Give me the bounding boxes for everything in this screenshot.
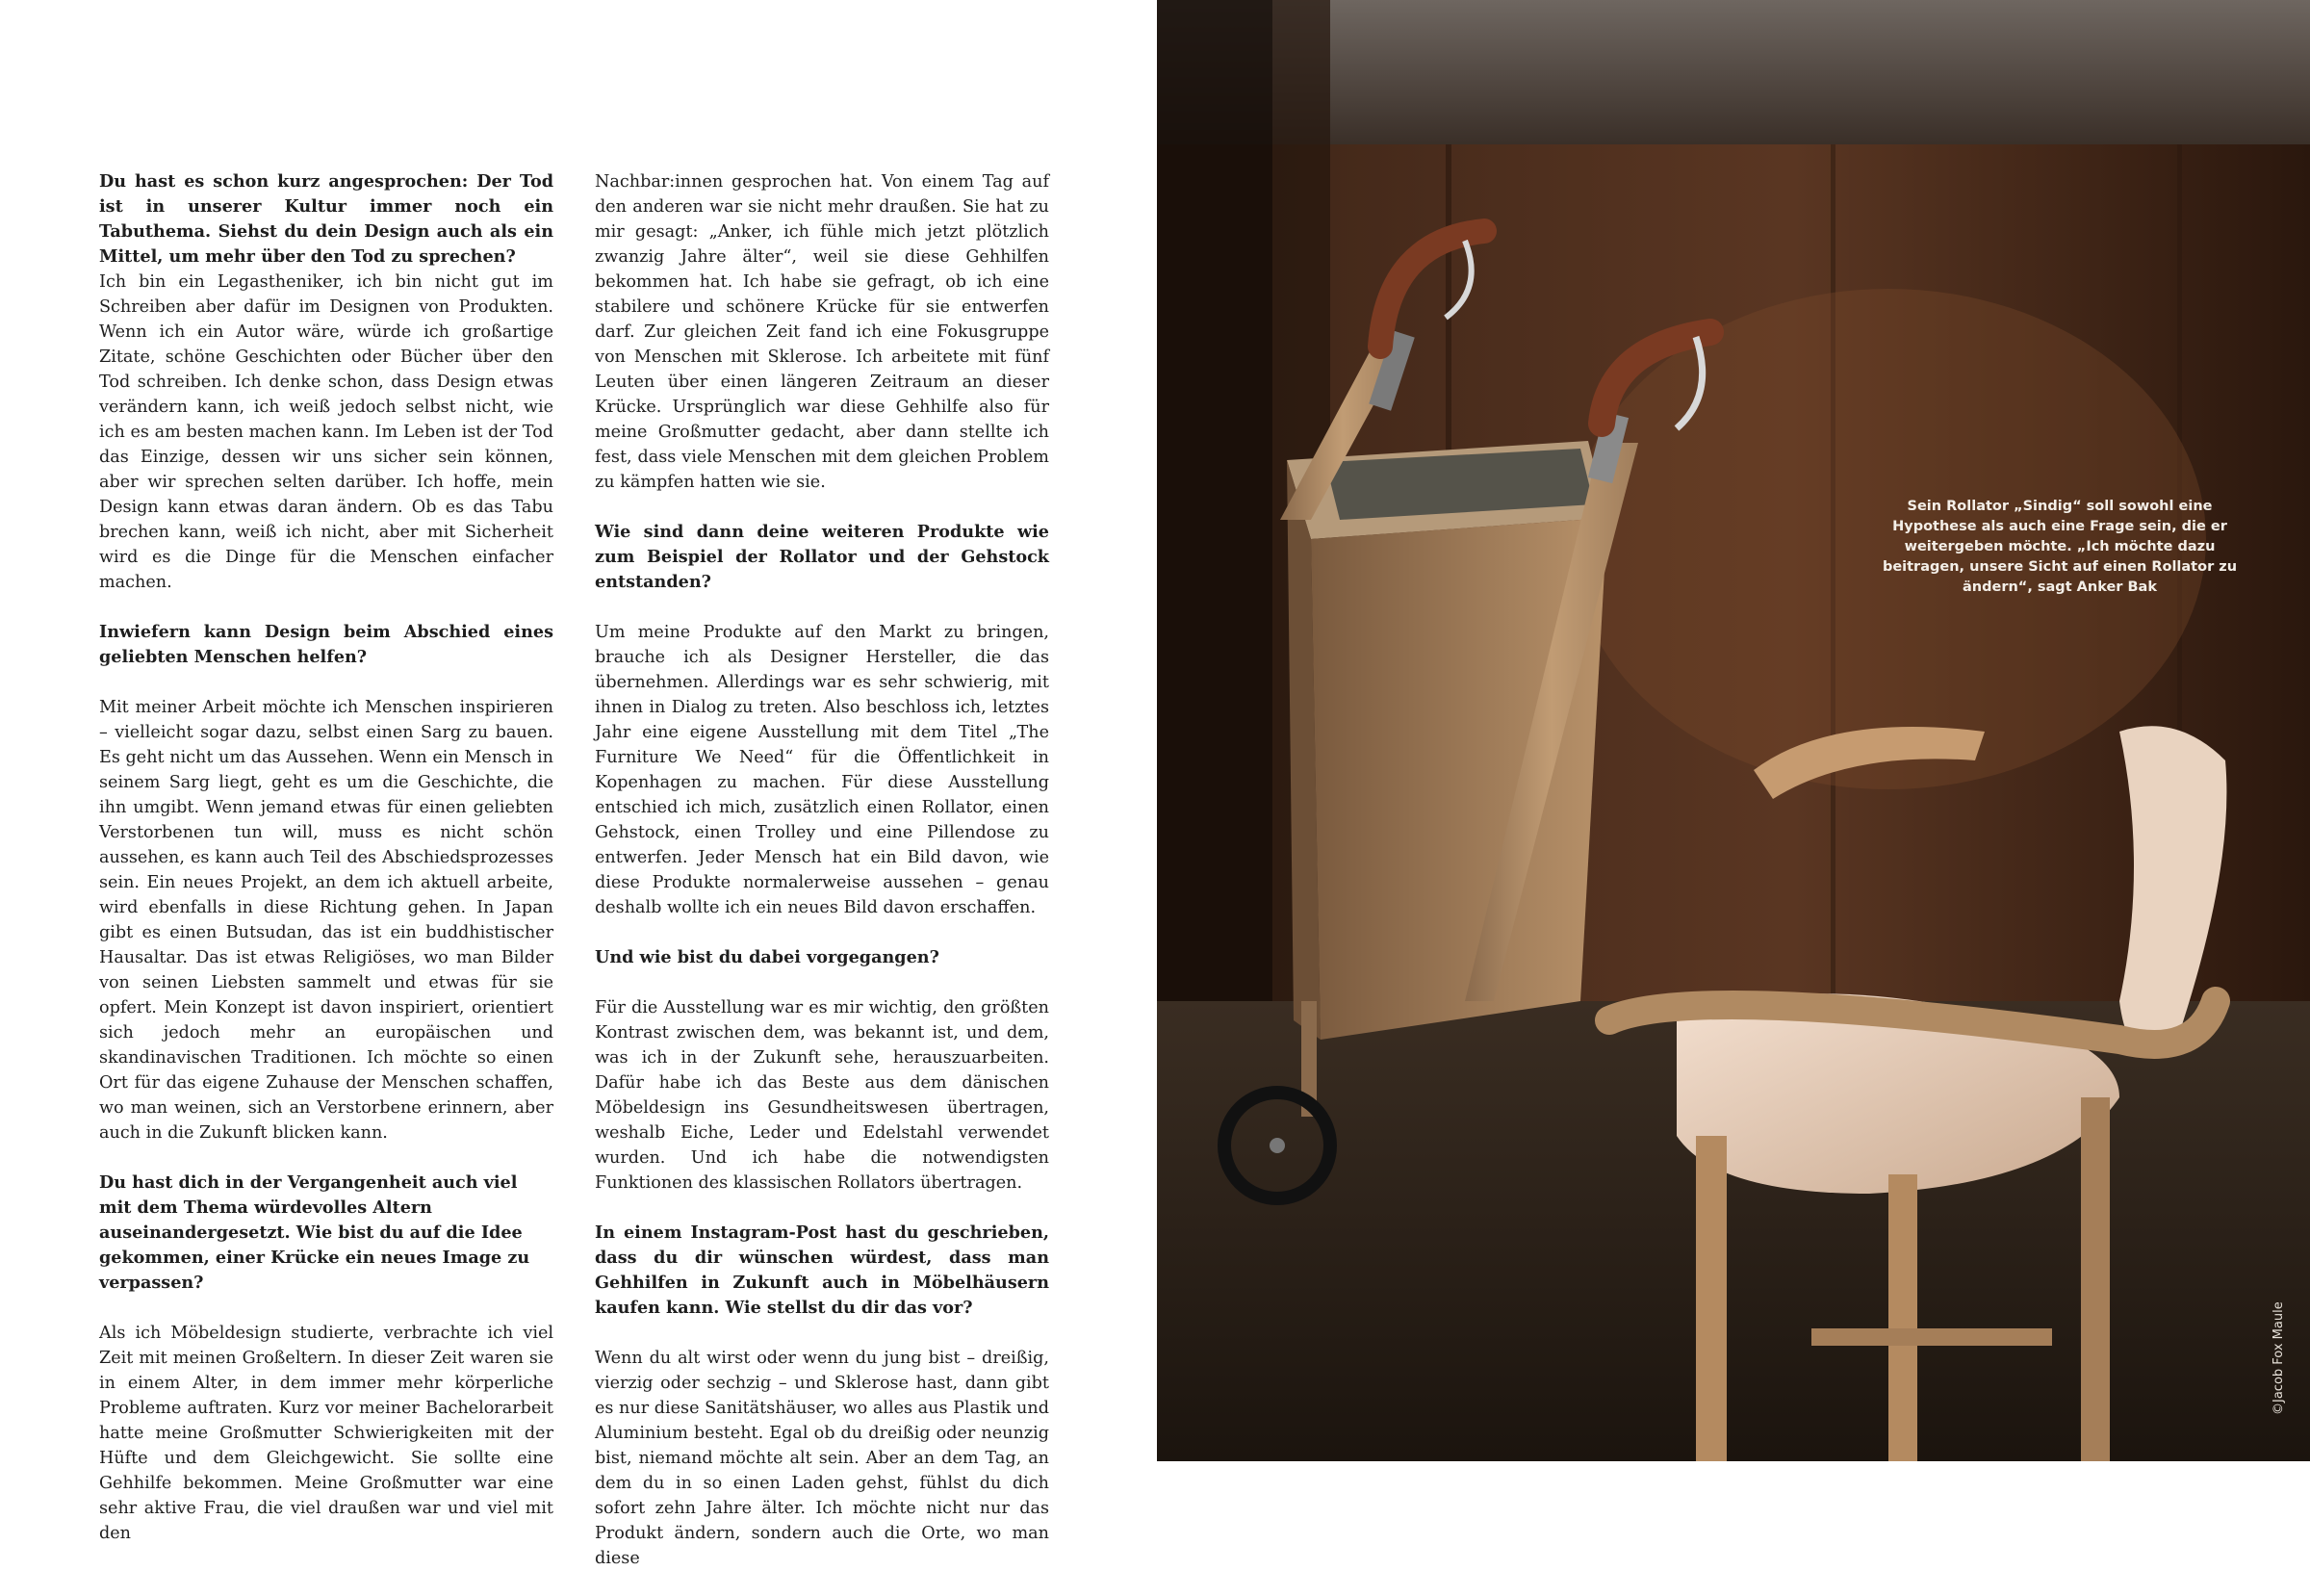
answer: Nachbar:innen gesprochen hat. Von einem Tag auf den anderen war sie nicht mehr draußen. Sie hat zu mir gesagt: „Anker, ich fühle mich jetzt plötzlich zwanzig Jahre älter“, weil sie diese Gehhilfen bekommen hat. Ich habe sie gefragt, ob ich eine stabilere und schönere Krücke für sie entwerfen darf. Zur gleichen Zeit fand ich eine Fokusgruppe von Menschen mit Sklerose. Ich arbeitete mit fünf Leuten über einen längeren Zeitraum an dieser Krücke. Ursprünglich war diese Gehhilfe also für meine Großmutter gedacht, aber dann stellte ich fest, dass viele Menschen mit dem gleichen Problem zu kämpfen hatten wie sie. xyxy=(595,172,1049,492)
photo-caption: Sein Rollator „Sindig“ soll sowohl eine Hypothese als auch eine Frage sein, die er weitergeben möchte. „Ich möchte dazu beitragen, unsere Sicht auf einen Rollator zu ändern“, sagt Anker Bak xyxy=(1882,499,2238,595)
question: Du hast es schon kurz angesprochen: Der Tod ist in unserer Kultur immer noch ein Tabuthema. Siehst du dein Design auch als ein Mittel, um mehr über den Tod zu sprechen? xyxy=(99,171,553,267)
photo-credit: ©Jacob Fox Maule xyxy=(2272,1301,2286,1415)
answer: Wenn du alt wirst oder wenn du jung bist – dreißig, vierzig oder sechzig – und Sklerose hast, dann gibt es nur diese Sanitätshäuser, wo alles aus Plastik und Aluminium besteht. Egal ob du dreißig oder neunzig bist, niemand möchte alt sein. Aber an dem Tag, an dem du in so einen Laden gehst, fühlst du dich sofort zehn Jahre älter. Ich möchte nicht nur das Produkt ändern, sondern auch die Orte, wo man diese xyxy=(595,1349,1049,1568)
question: Und wie bist du dabei vorgegangen? xyxy=(595,947,939,967)
left-page xyxy=(0,0,1157,1568)
question: Wie sind dann deine weiteren Produkte wie zum Beispiel der Rollator und der Gehstock entstanden? xyxy=(595,522,1049,592)
answer: Um meine Produkte auf den Markt zu bringen, brauche ich als Designer Hersteller, die das übernehmen. Allerdings war es sehr schwierig, mit ihnen in Dialog zu treten. Also beschloss ich, letztes Jahr eine eigene Ausstellung mit dem Titel „The Furniture We Need“ für die Öffentlichkeit in Kopenhagen zu machen. Für diese Ausstellung entschied ich mich, zusätzlich einen Rollator, einen Gehstock, einen Trolley und eine Pillendose zu entwerfen. Jeder Mensch hat ein Bild davon, wie diese Produkte normalerweise aussehen – genau deshalb wollte ich ein neues Bild davon erschaffen. xyxy=(595,623,1049,917)
answer: Ich bin ein Legastheniker, ich bin nicht gut im Schreiben aber dafür im Designen von Produkten. Wenn ich ein Autor wäre, würde ich großartige Zitate, schöne Geschichten oder Bücher über den Tod schreiben. Ich denke schon, dass Design etwas verändern kann, ich weiß jedoch selbst nicht, wie ich es am besten machen kann. Im Leben ist der Tod das Einzige, dessen wir uns sicher sein können, aber wir sprechen selten darüber. Ich hoffe, mein Design kann etwas daran ändern. Ob es das Tabu brechen kann, weiß ich nicht, aber mit Sicherheit wird es die Dinge für die Menschen einfacher machen. xyxy=(99,272,553,592)
answer: Mit meiner Arbeit möchte ich Menschen inspirieren – vielleicht sogar dazu, selbst einen Sarg zu bauen. Es geht nicht um das Aussehen. Wenn ein Mensch in seinem Sarg liegt, geht es um die Geschichte, die ihn umgibt. Wenn jemand etwas für einen geliebten Verstorbenen tun will, muss es nicht schön aussehen, es kann auch Teil des Abschiedsprozesses sein. Ein neues Projekt, an dem ich aktuell arbeite, wird ebenfalls in diese Richtung gehen. In Japan gibt es einen Butsudan, das ist ein buddhistischer Hausaltar. Das ist etwas Religiöses, wo man Bilder von seinen Liebsten sammelt und etwas für sie opfert. Mein Konzept ist davon inspiriert, orientiert sich jedoch mehr an europäischen und skandinavischen Traditionen. Ich möchte so einen Ort für das eigene Zuhause der Menschen schaffen, wo man weinen, sich an Verstorbene erinnern, aber auch in die Zukunft blicken kann. xyxy=(99,698,553,1143)
question: Inwiefern kann Design beim Abschied eines geliebten Menschen helfen? xyxy=(99,622,553,667)
text-column-left xyxy=(99,169,553,1571)
rollator-photo xyxy=(1157,0,2310,1461)
question: In einem Instagram-Post hast du geschrieben, dass du dir wünschen würdest, dass man Gehhilfen in Zukunft auch in Möbelhäusern kaufen kann. Wie stellst du dir das vor? xyxy=(595,1223,1049,1318)
answer: Als ich Möbeldesign studierte, verbrachte ich viel Zeit mit meinen Großeltern. In dieser Zeit waren sie in einem Alter, in dem immer mehr körperliche Probleme auftraten. Kurz vor meiner Bachelorarbeit hatte meine Großmutter Schwierigkeiten mit der Hüfte und dem Gleichgewicht. Sie sollte eine Gehhilfe bekommen. Meine Großmutter war eine sehr aktive Frau, die viel draußen war und viel mit den xyxy=(99,1324,553,1543)
answer: Für die Ausstellung war es mir wichtig, den größten Kontrast zwischen dem, was bekannt ist, und dem, was ich in der Zukunft sehe, herauszuarbeiten. Dafür habe ich das Beste aus dem dänischen Möbeldesign ins Gesundheitswesen übertragen, weshalb Eiche, Leder und Edelstahl verwendet wurden. Und ich habe die notwendigsten Funktionen des klassischen Rollators übertragen. xyxy=(595,998,1049,1193)
rollator-illustration xyxy=(1157,0,2310,1461)
question: Du hast dich in der Vergangenheit auch viel mit dem Thema würdevolles Altern auseinandergesetzt. Wie bist du auf die Idee gekommen, einer Krücke ein neues Image zu verpassen? xyxy=(99,1172,530,1293)
text-column-right xyxy=(595,169,1049,1596)
